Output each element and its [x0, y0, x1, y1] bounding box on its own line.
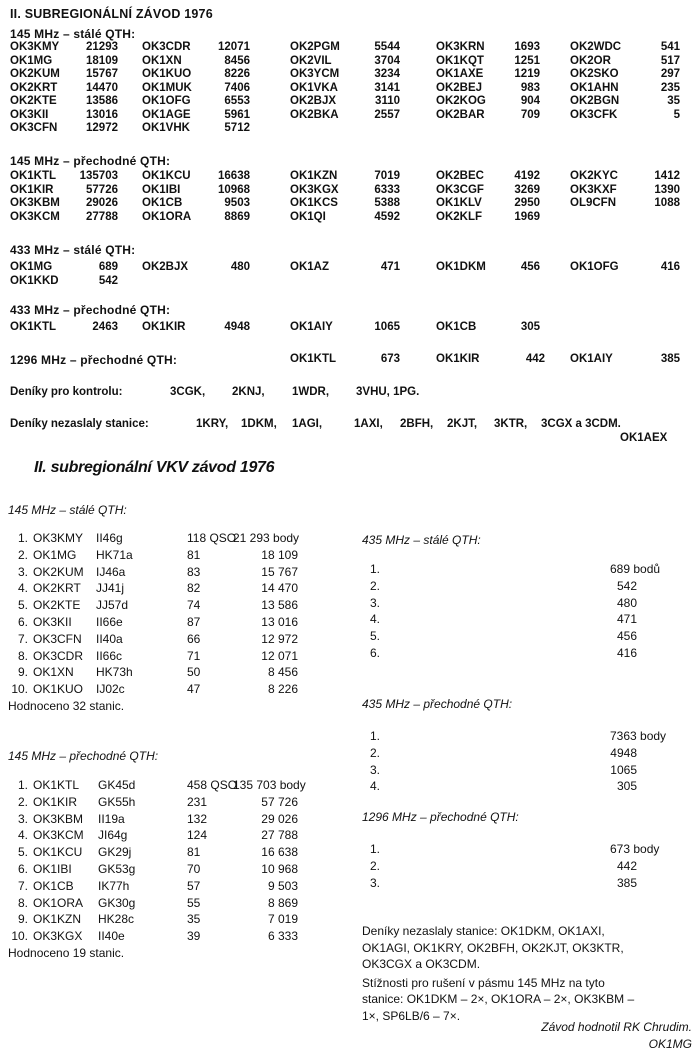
points: 456: [616, 629, 637, 644]
rank: 4.: [369, 612, 380, 627]
note-line: Deníky nezaslaly stanice: OK1DKM, OK1AXI,: [362, 924, 605, 938]
station-call: OK3KRN: [436, 41, 485, 53]
rank: 4.: [17, 581, 28, 596]
station-call: OK2BAR: [436, 108, 485, 121]
note-line: 1×, SP6LB/6 – 7×.: [362, 1008, 461, 1023]
p1-1296-header: 1296 MHz – přechodné QTH:: [10, 353, 178, 367]
station-score: 9503: [224, 197, 250, 209]
station-call: OK1KTL: [290, 353, 336, 365]
rank: 3.: [17, 811, 28, 826]
callsign: OK3KBM: [33, 811, 84, 826]
points: 13 586: [261, 598, 298, 613]
station-score: 1251: [514, 54, 540, 67]
missing-call: 3CGX a 3CDM.: [541, 418, 621, 430]
locator: HK73h: [96, 665, 133, 680]
qso-count: 55: [187, 895, 201, 910]
station-call: OK2BJX: [290, 95, 337, 107]
station-score: 4192: [514, 170, 540, 182]
callsign: OK3KGX: [33, 929, 83, 944]
callsign: OK1KCU: [33, 845, 83, 860]
qso-count: 118 QSO: [187, 531, 237, 545]
station-score: 235: [660, 81, 680, 94]
station-call: OK1KTL: [10, 321, 56, 333]
station-score: 5544: [374, 41, 400, 53]
callsign: OK1XN: [33, 665, 74, 680]
points: 305: [616, 779, 637, 794]
station-score: 135703: [79, 170, 118, 182]
station-score: 13586: [86, 95, 118, 107]
rank: 5.: [17, 598, 28, 613]
rank: 4.: [369, 779, 380, 794]
station-call: OK1KIR: [142, 321, 186, 333]
p1-433-prech-header: 433 MHz – přechodné QTH:: [10, 303, 171, 317]
points: 471: [616, 612, 637, 627]
points: 8 869: [267, 895, 298, 910]
station-call: OK1MG: [10, 261, 53, 273]
rank: 2.: [369, 578, 380, 593]
qso-count: 83: [187, 564, 201, 579]
callsign: OK1KTL: [33, 778, 80, 792]
missing-call: 3KTR,: [494, 418, 528, 430]
station-call: OK2KLF: [436, 210, 482, 223]
rank: 8.: [17, 895, 28, 910]
qso-count: 87: [187, 615, 201, 629]
rank: 1.: [17, 778, 28, 792]
locator: II66e: [96, 615, 123, 629]
control-call: 3CGK,: [170, 386, 206, 398]
station-call: OK1MG: [10, 54, 53, 67]
callsign: OK1CB: [33, 878, 74, 893]
station-call: OK2BGN: [570, 95, 620, 107]
rank: 3.: [17, 564, 28, 579]
station-call: OK2KTE: [10, 95, 57, 107]
station-score: 1412: [654, 170, 680, 182]
station-score: 3704: [374, 54, 400, 67]
station-call: OK1VHK: [142, 122, 190, 134]
station-call: OK1OFG: [142, 95, 191, 107]
station-score: 57726: [86, 183, 118, 196]
station-call: OK2BEJ: [436, 81, 483, 94]
points: 7 019: [267, 912, 298, 927]
station-score: 2557: [374, 108, 400, 121]
callsign: OK2KRT: [33, 581, 81, 596]
station-score: 5712: [224, 122, 250, 134]
station-score: 1390: [654, 183, 680, 196]
points: 8 226: [267, 682, 298, 697]
station-call: OK3YCM: [290, 68, 340, 80]
station-call: OK1KCS: [290, 197, 338, 209]
rank: 10.: [11, 682, 28, 697]
points: 542: [616, 578, 637, 593]
p2-1296-header: 1296 MHz – přechodné QTH:: [362, 810, 519, 824]
note-line: stanice: OK1DKM – 2×, OK1ORA – 2×, OK3KBM –: [362, 992, 635, 1006]
station-call: OK2BJX: [142, 261, 189, 273]
callsign: OK1KZN: [33, 912, 82, 927]
station-score: 1969: [514, 210, 540, 223]
callsign: OK2KTE: [33, 598, 81, 613]
qso-count: 71: [187, 648, 201, 663]
station-call: OK1AIY: [570, 353, 613, 365]
station-score: 8869: [224, 210, 250, 223]
note-line: OK1AGI, OK1KRY, OK2BFH, OK2KJT, OK3KTR,: [362, 940, 624, 955]
rank: 2.: [17, 794, 28, 809]
note-line: OK3CGX a OK3CDM.: [362, 957, 481, 971]
station-call: OK3CFN: [10, 122, 58, 134]
station-call: OK1AZ: [290, 261, 329, 273]
evaluator-line: Závod hodnotil RK Chrudim.: [541, 1020, 692, 1034]
rank: 1.: [369, 562, 380, 576]
station-score: 4948: [224, 321, 250, 333]
locator: GK45d: [98, 778, 136, 792]
station-score: 1088: [654, 197, 680, 209]
control-label: Deníky pro kontrolu:: [10, 386, 123, 398]
control-call: 2KNJ,: [232, 386, 265, 398]
station-score: 27788: [86, 210, 118, 223]
qso-count: 132: [187, 811, 208, 826]
missing-call: 1DKM,: [241, 418, 277, 430]
qso-count: 70: [187, 862, 201, 876]
station-score: 480: [230, 261, 250, 273]
locator: II40e: [98, 929, 125, 944]
station-call: OK1IBI: [142, 183, 181, 196]
locator: II46g: [96, 531, 123, 545]
locator: GK30g: [98, 895, 136, 910]
callsign: OK2KUM: [33, 564, 84, 579]
qso-count: 82: [187, 581, 201, 596]
rank: 5.: [369, 629, 380, 644]
station-score: 8456: [224, 54, 250, 67]
station-score: 12071: [218, 41, 250, 53]
station-call: OK1OFG: [570, 261, 619, 273]
points: 18 109: [261, 547, 298, 562]
points: 689 bodů: [610, 562, 661, 576]
qso-count: 35: [187, 912, 201, 927]
rank: 8.: [17, 648, 28, 663]
locator: GK53g: [98, 862, 136, 876]
locator: JJ41j: [96, 581, 125, 596]
locator: HK71a: [96, 547, 133, 562]
station-call: OK1KIR: [436, 353, 480, 365]
callsign: OK3KMY: [33, 531, 84, 545]
station-score: 21293: [86, 41, 118, 53]
station-score: 1219: [514, 68, 540, 80]
qso-count: 57: [187, 878, 201, 893]
station-call: OK3KCM: [10, 210, 60, 223]
station-score: 8226: [224, 68, 250, 80]
station-call: OK1CB: [436, 321, 477, 333]
rank: 3.: [369, 595, 380, 610]
callsign: OK1MG: [33, 547, 77, 562]
station-call: OK1XN: [142, 54, 182, 67]
control-call: 3VHU, 1PG.: [356, 386, 420, 398]
locator: IJ46a: [96, 564, 126, 579]
rank: 6.: [369, 646, 380, 660]
station-score: 14470: [86, 81, 118, 94]
station-score: 15767: [86, 68, 118, 80]
station-score: 442: [525, 353, 545, 365]
station-call: OK2KOG: [436, 95, 486, 107]
points: 7363 body: [610, 729, 667, 743]
station-score: 542: [98, 274, 118, 287]
points: 4948: [610, 745, 637, 760]
station-call: OK3KXF: [570, 183, 617, 196]
station-call: OK3CFK: [570, 108, 618, 121]
points: 27 788: [261, 828, 298, 843]
locator: JI64g: [98, 828, 128, 843]
locator: II19a: [98, 811, 125, 826]
station-call: OK2WDC: [570, 41, 622, 53]
points: 480: [616, 595, 637, 610]
rank: 3.: [369, 875, 380, 890]
missing-call: 1AGI,: [292, 418, 323, 430]
station-score: 3110: [375, 95, 400, 107]
qso-count: 66: [187, 631, 201, 646]
points: 13 016: [261, 615, 298, 629]
station-call: OK2KYC: [570, 170, 618, 182]
rank: 6.: [17, 862, 28, 876]
locator: IJ02c: [96, 682, 125, 697]
station-score: 35: [667, 95, 680, 107]
p2-435-stale-header: 435 MHz – stálé QTH:: [362, 533, 481, 547]
station-call: OK1KQT: [436, 54, 484, 67]
station-call: OK3KGX: [290, 183, 339, 196]
qso-count: 50: [187, 665, 201, 680]
station-call: OK2SKO: [570, 68, 619, 80]
station-call: OK1KUO: [142, 68, 192, 80]
station-score: 18109: [86, 54, 118, 67]
missing-call: 1KRY,: [196, 418, 229, 430]
rank: 3.: [369, 762, 380, 777]
station-call: OK1KKD: [10, 274, 59, 287]
station-score: 4592: [374, 210, 400, 223]
station-score: 385: [660, 353, 680, 365]
rank: 9.: [17, 665, 28, 680]
station-call: OK1AHN: [570, 81, 619, 94]
qso-count: 39: [187, 929, 201, 944]
station-call: OK2VIL: [290, 54, 332, 67]
p2-145-stale-header: 145 MHz – stálé QTH:: [8, 503, 127, 517]
part2-title: II. subregionální VKV závod 1976: [34, 459, 275, 476]
station-call: OK3CDR: [142, 41, 191, 53]
station-call: OK1DKM: [436, 261, 486, 273]
points: 21 293 body: [233, 531, 300, 545]
station-call: OK2KUM: [10, 68, 60, 80]
p2-435-prech-header: 435 MHz – přechodné QTH:: [362, 697, 513, 711]
station-call: OL9CFN: [570, 197, 616, 209]
qso-count: 124: [187, 828, 208, 843]
points: 29 026: [261, 811, 298, 826]
part1-title: II. SUBREGIONÁLNÍ ZÁVOD 1976: [10, 7, 213, 21]
locator: GK29j: [98, 845, 132, 860]
station-score: 10968: [218, 183, 250, 196]
points: 416: [616, 646, 637, 660]
station-call: OK1KTL: [10, 170, 56, 182]
rank: 4.: [17, 828, 28, 843]
control-call: 1WDR,: [292, 386, 330, 398]
points: 15 767: [261, 564, 298, 579]
qso-count: 47: [187, 682, 201, 697]
station-score: 3269: [514, 183, 540, 196]
station-call: OK2BKA: [290, 108, 339, 121]
missing-call: 2KJT,: [447, 418, 478, 430]
station-score: 709: [520, 108, 540, 121]
station-score: 3234: [374, 68, 400, 80]
points: 135 703 body: [233, 778, 306, 792]
callsign: OK3KII: [33, 615, 72, 629]
rank: 2.: [369, 858, 380, 873]
station-call: OK2BEC: [436, 170, 484, 182]
station-call: OK2OR: [570, 54, 611, 67]
station-score: 5: [673, 108, 680, 121]
station-call: OK1AXE: [436, 68, 484, 80]
station-call: OK3KBM: [10, 197, 60, 209]
locator: HK28c: [98, 912, 135, 927]
station-call: OK3KII: [10, 108, 49, 121]
missing-label: Deníky nezaslaly stanice:: [10, 418, 149, 430]
station-call: OK1AIY: [290, 321, 333, 333]
station-score: 5388: [374, 197, 400, 209]
rank: 10.: [11, 929, 28, 944]
station-score: 983: [520, 81, 540, 94]
station-score: 2950: [514, 197, 540, 209]
station-score: 5961: [224, 108, 250, 121]
callsign: OK1KUO: [33, 682, 84, 697]
callsign: OK3KCM: [33, 828, 84, 843]
points: 385: [616, 875, 637, 890]
station-score: 904: [520, 95, 540, 107]
points: 12 071: [261, 648, 298, 663]
station-score: 305: [520, 321, 540, 333]
p1-145-prech-header: 145 MHz – přechodné QTH:: [10, 154, 171, 168]
points: 16 638: [261, 845, 298, 860]
p2-145-prech-note: Hodnoceno 19 stanic.: [8, 946, 125, 960]
station-score: 297: [660, 68, 680, 80]
points: 9 503: [267, 878, 298, 893]
rank: 1.: [17, 531, 28, 545]
station-call: OK1AGE: [142, 108, 191, 121]
station-score: 541: [660, 41, 680, 53]
rank: 7.: [17, 878, 28, 893]
station-call: OK1KZN: [290, 170, 338, 182]
station-call: OK1VKA: [290, 81, 338, 94]
station-score: 416: [660, 261, 680, 273]
part2-signature: OK1MG: [648, 1037, 692, 1051]
p1-145-stale-header: 145 MHz – stálé QTH:: [10, 27, 136, 41]
rank: 6.: [17, 615, 28, 629]
callsign: OK1KIR: [33, 794, 78, 809]
station-score: 29026: [86, 197, 118, 209]
station-call: OK1CB: [142, 197, 183, 209]
station-score: 6553: [224, 95, 250, 107]
p1-433-stale-header: 433 MHz – stálé QTH:: [10, 243, 136, 257]
callsign: OK3CDR: [33, 648, 84, 663]
rank: 9.: [17, 912, 28, 927]
locator: IK77h: [98, 878, 130, 893]
locator: II40a: [96, 631, 123, 646]
station-call: OK2KRT: [10, 81, 58, 94]
callsign: OK1ORA: [33, 895, 84, 910]
station-score: 2463: [92, 321, 118, 333]
points: 10 968: [261, 862, 298, 876]
points: 12 972: [261, 631, 298, 646]
qso-count: 231: [187, 794, 208, 809]
station-call: OK1KCU: [142, 170, 191, 182]
station-score: 517: [660, 54, 680, 67]
missing-call: 2BFH,: [400, 418, 434, 430]
station-score: 1693: [514, 41, 540, 53]
station-call: OK1KLV: [436, 197, 482, 209]
station-score: 7019: [374, 170, 400, 182]
station-score: 673: [380, 353, 400, 365]
station-call: OK1KIR: [10, 183, 54, 196]
station-score: 16638: [218, 170, 250, 182]
points: 57 726: [261, 794, 298, 809]
note-line: Stížnosti pro rušení v pásmu 145 MHz na tyto: [362, 975, 605, 990]
callsign: OK3CFN: [33, 631, 82, 646]
rank: 2.: [17, 547, 28, 562]
part1-signature: OK1AEX: [620, 432, 668, 444]
station-score: 456: [520, 261, 540, 273]
callsign: OK1IBI: [33, 862, 72, 876]
locator: JJ57d: [96, 598, 129, 613]
qso-count: 74: [187, 598, 201, 613]
qso-count: 81: [187, 845, 201, 860]
locator: II66c: [96, 648, 123, 663]
qso-count: 458 QSO: [187, 778, 238, 792]
points: 6 333: [267, 929, 298, 944]
station-call: OK3KMY: [10, 41, 60, 53]
rank: 1.: [369, 842, 380, 856]
rank: 2.: [369, 745, 380, 760]
rank: 5.: [17, 845, 28, 860]
station-call: OK1ORA: [142, 210, 192, 223]
station-score: 12972: [86, 122, 118, 134]
rank: 1.: [369, 729, 380, 743]
missing-call: 1AXI,: [354, 418, 383, 430]
points: 8 456: [267, 665, 298, 680]
station-score: 3141: [374, 81, 400, 94]
p2-145-stale-note: Hodnoceno 32 stanic.: [8, 699, 125, 713]
points: 1065: [610, 762, 637, 777]
points: 14 470: [261, 581, 298, 596]
p2-145-prech-header: 145 MHz – přechodné QTH:: [8, 749, 159, 763]
station-score: 6333: [374, 183, 400, 196]
rank: 7.: [17, 631, 28, 646]
qso-count: 81: [187, 547, 201, 562]
station-call: OK1QI: [290, 210, 326, 223]
locator: GK55h: [98, 794, 136, 809]
station-score: 7406: [224, 81, 250, 94]
points: 442: [616, 858, 637, 873]
station-score: 13016: [86, 108, 118, 121]
station-score: 689: [98, 261, 118, 273]
station-score: 1065: [374, 321, 400, 333]
station-call: OK1MUK: [142, 81, 192, 94]
station-call: OK3CGF: [436, 183, 484, 196]
station-call: OK2PGM: [290, 41, 340, 53]
station-score: 471: [380, 261, 400, 273]
points: 673 body: [610, 842, 660, 856]
